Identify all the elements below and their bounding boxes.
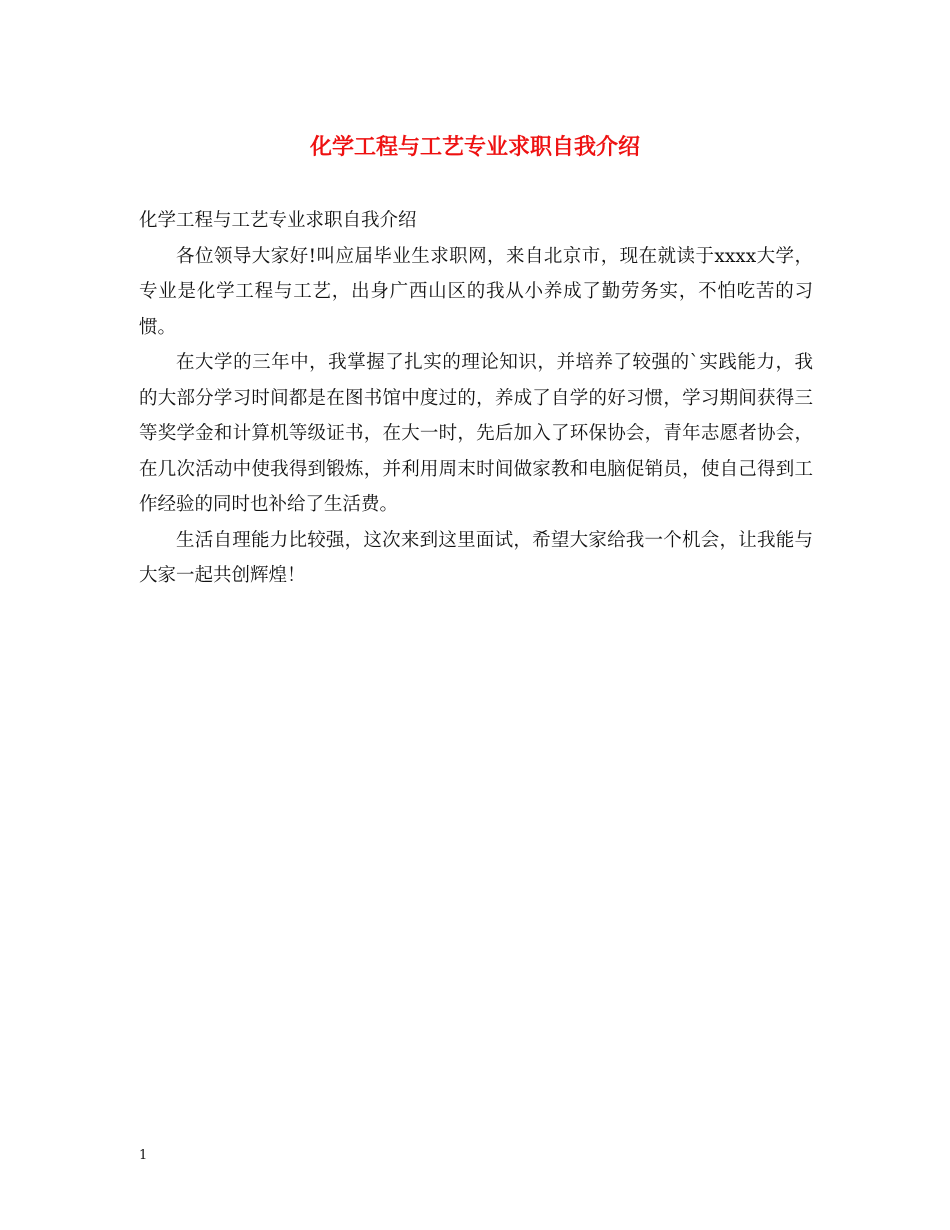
document-title: 化学工程与工艺专业求职自我介绍 <box>309 134 640 160</box>
document-body <box>139 203 813 594</box>
document-subtitle: 化学工程与工艺专业求职自我介绍 <box>139 210 417 231</box>
body-paragraph-1: 各位领导大家好!叫应届毕业生求职网，来自北京市，现在就读于xxxx大学，专业是化学工程与工艺，出身广西山区的我从小养成了勤劳务实，不怕吃苦的习惯。 <box>139 245 813 338</box>
body-paragraph-3: 生活自理能力比较强，这次来到这里面试，希望大家给我一个机会，让我能与大家一起共创辉煌！ <box>139 529 813 586</box>
body-paragraph-2: 在大学的三年中，我掌握了扎实的理论知识，并培养了较强的`实践能力，我的大部分学习时间都是在图书馆中度过的，养成了自学的好习惯，学习期间获得三等奖学金和计算机等级证书，在大一时，先后加入了环保协会，青年志愿者协会，在几次活动中使我得到锻炼，并利用周末时间做家教和电脑促销员，使自己得到工作经验的同时也补给了生活费。 <box>139 352 813 515</box>
page-number: 1 <box>139 1148 148 1163</box>
